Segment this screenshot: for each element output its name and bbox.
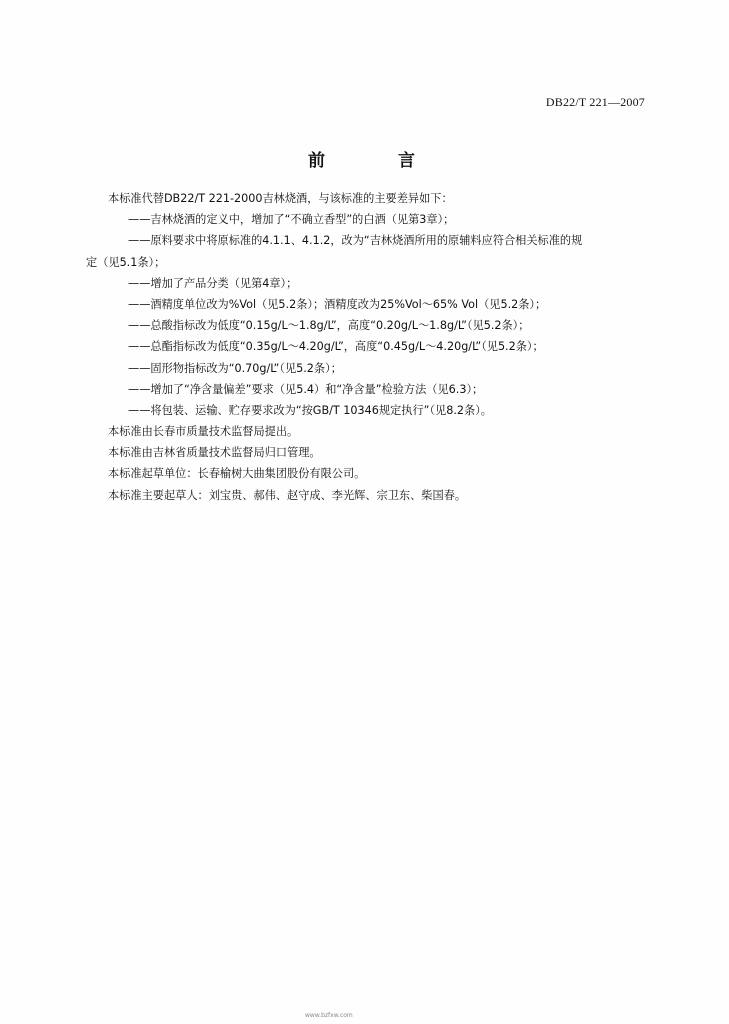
list-item: ——增加了产品分类（见第4章）；	[128, 276, 298, 290]
list-item: ——固形物指标改为“0.70g/L”（见5.2条）；	[128, 361, 342, 375]
standard-code: DB22/T 221—2007	[545, 95, 645, 109]
list-item: ——原料要求中将原标准的4.1.1、4.1.2，改为“吉林烧酒所用的原辅料应符合相关标准的规	[128, 234, 583, 248]
list-item: ——酒精度单位改为%Vol（见5.2条）；酒精度改为25%Vol～65% Vol（见5.2条）；	[128, 297, 547, 311]
foreword-body	[86, 188, 646, 506]
list-item: ——总酯指标改为低度“0.35g/L～4.20g/L”，高度“0.45g/L～4.20g/L”（见5.2条）；	[128, 340, 544, 354]
footer-watermark: www.bzfxw.com	[305, 1012, 353, 1019]
list-item: ——吉林烧酒的定义中，增加了“不确立香型”的白酒（见第3章）；	[128, 213, 455, 227]
paragraph-proposer: 本标准由长春市质量技术监督局提出。	[108, 425, 299, 439]
page-title: 前 言	[308, 151, 443, 171]
paragraph-drafters: 本标准主要起草人：刘宝贵、郝伟、赵守成、李光辉、宗卫东、柴国春。	[108, 488, 467, 502]
paragraph-administrator: 本标准由吉林省质量技术监督局归口管理。	[108, 446, 321, 460]
list-item: ——将包装、运输、贮存要求改为“按GB/T 10346规定执行”（见8.2条）。	[128, 403, 492, 417]
paragraph-intro: 本标准代替DB22/T 221-2000吉林烧酒，与该标准的主要差异如下：	[108, 192, 453, 205]
list-item-continuation: 定（见5.1条）；	[86, 255, 166, 269]
paragraph-drafting-unit: 本标准起草单位：长春榆树大曲集团股份有限公司。	[108, 467, 366, 481]
list-item: ——增加了“净含量偏差”要求（见5.4）和“净含量”检验方法（见6.3）；	[128, 382, 484, 396]
list-item: ——总酸指标改为低度“0.15g/L～1.8g/L”，高度“0.20g/L～1.8g/L”（见5.2条）；	[128, 319, 530, 333]
